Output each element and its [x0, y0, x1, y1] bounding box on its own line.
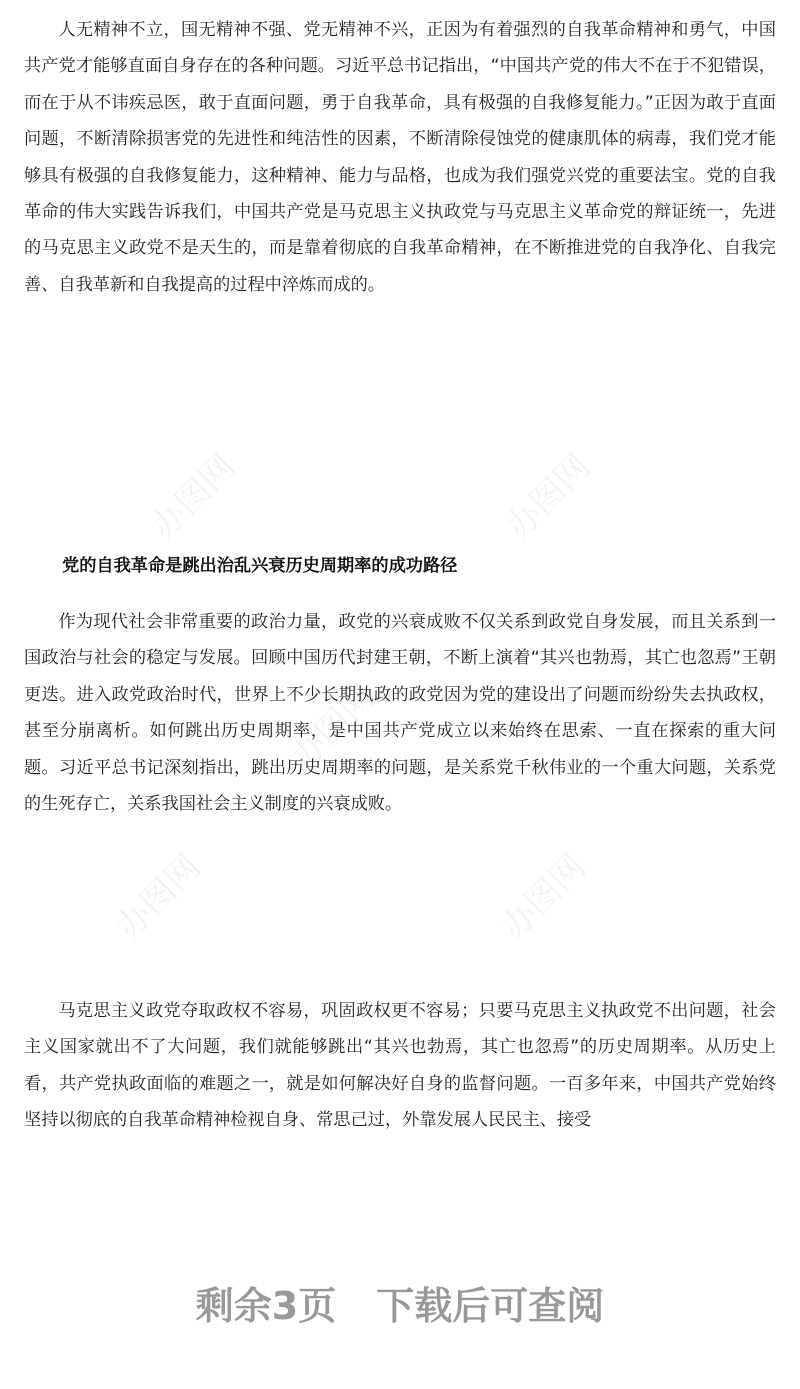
watermark: 办图网	[143, 446, 244, 548]
download-to-view-label: 下载后可查阅	[376, 1284, 605, 1328]
watermark: 办图网	[283, 676, 384, 778]
remaining-pages-label: 剩余3页	[195, 1284, 337, 1328]
paragraph-2: 作为现代社会非常重要的政治力量，政党的兴衰成败不仅关系到政党自身发展，而且关系到一国政治与社会的稳定与发展。回顾中国历代封建王朝，不断上演着“其兴也勃焉，其亡也忽焉”王朝更迭。进入政党政治时代，世界上不少长期执政的政党因为党的建设出了问题而纷纷失去执政权，甚至分崩离析。如何跳出历史周期率，是中国共产党成立以来始终在思索、一直在探索的重大问题。习近平总书记深刻指出，跳出历史周期率的问题，是关系党千秋伟业的一个重大问题，关系党的生死存亡，关系我国社会主义制度的兴衰成败。	[24, 612, 776, 815]
section-heading: 党的自我革命是跳出治乱兴衰历史周期率的成功路径	[62, 556, 458, 576]
paragraph-1: 人无精神不立，国无精神不强、党无精神不兴，正因为有着强烈的自我革命精神和勇气，中国共产党才能够直面自身存在的各种问题。习近平总书记指出，“中国共产党的伟大不在于不犯错误，而在于从不讳疾忌医，敢于直面问题，勇于自我革命，具有极强的自我修复能力。”正因为敢于直面问题，不断清除损害党的先进性和纯洁性的因素，不断清除侵蚀党的健康肌体的病毒，我们党才能够具有极强的自我修复能力，这种精神、能力与品格，也成为我们强党兴党的重要法宝。党的自我革命的伟大实践告诉我们，中国共产党是马克思主义执政党与马克思主义革命党的辩证统一，先进的马克思主义政党不是天生的，而是靠着彻底的自我革命精神，在不断推进党的自我净化、自我完善、自我革新和自我提高的过程中淬炼而成的。	[24, 20, 776, 295]
watermark: 办图网	[498, 446, 599, 548]
remaining-pages-banner[interactable]	[0, 1282, 800, 1330]
watermark: 办图网	[108, 846, 209, 948]
watermark: 办图网	[493, 846, 594, 948]
paragraph-3: 马克思主义政党夺取政权不容易，巩固政权更不容易；只要马克思主义执政党不出问题，社会主义国家就出不了大问题，我们就能够跳出“其兴也勃焉，其亡也忽焉”的历史周期率。从历史上看，共产党执政面临的难题之一，就是如何解决好自身的监督问题。一百多年来，中国共产党始终坚持以彻底的自我革命精神检视自身、常思己过，外靠发展人民民主、接受	[24, 1001, 776, 1131]
